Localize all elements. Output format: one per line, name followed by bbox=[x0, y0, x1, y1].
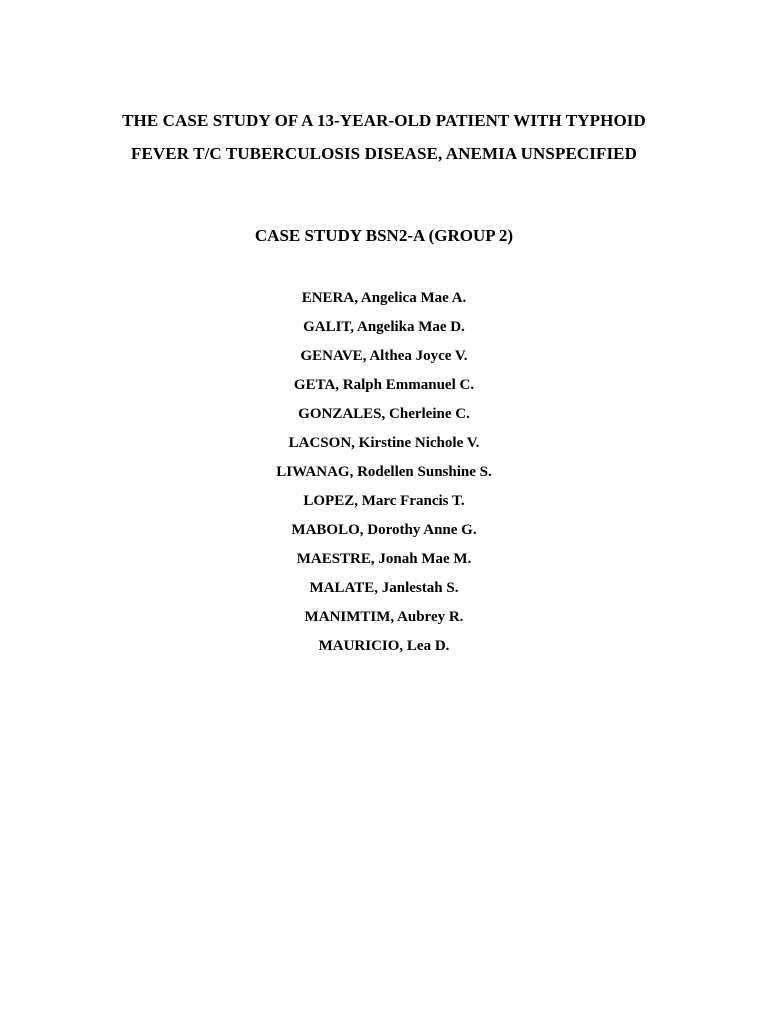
member-name: ENERA, Angelica Mae A. bbox=[301, 290, 467, 306]
document-title bbox=[0, 104, 768, 170]
member-name: MAURICIO, Lea D. bbox=[318, 638, 450, 654]
member-name: MANIMTIM, Aubrey R. bbox=[304, 609, 464, 625]
member-name: GALIT, Angelika Mae D. bbox=[303, 319, 465, 335]
member-name: MABOLO, Dorothy Anne G. bbox=[291, 522, 477, 538]
member-name: GETA, Ralph Emmanuel C. bbox=[293, 377, 475, 393]
member-name: LOPEZ, Marc Francis T. bbox=[303, 493, 465, 509]
member-name: GONZALES, Cherleine C. bbox=[298, 406, 470, 422]
member-name: MALATE, Janlestah S. bbox=[309, 580, 459, 596]
member-name: LIWANAG, Rodellen Sunshine S. bbox=[276, 464, 492, 480]
member-name: MAESTRE, Jonah Mae M. bbox=[296, 551, 472, 567]
title-line-1: THE CASE STUDY OF A 13-YEAR-OLD PATIENT WITH TYPHOID bbox=[122, 111, 646, 130]
member-name: GENAVE, Althea Joyce V. bbox=[300, 348, 468, 364]
member-name: LACSON, Kirstine Nichole V. bbox=[288, 435, 480, 451]
member-list bbox=[0, 284, 768, 661]
title-line-2: FEVER T/C TUBERCULOSIS DISEASE, ANEMIA UNSPECIFIED bbox=[130, 144, 637, 163]
document-subtitle: CASE STUDY BSN2-A (GROUP 2) bbox=[254, 226, 514, 245]
